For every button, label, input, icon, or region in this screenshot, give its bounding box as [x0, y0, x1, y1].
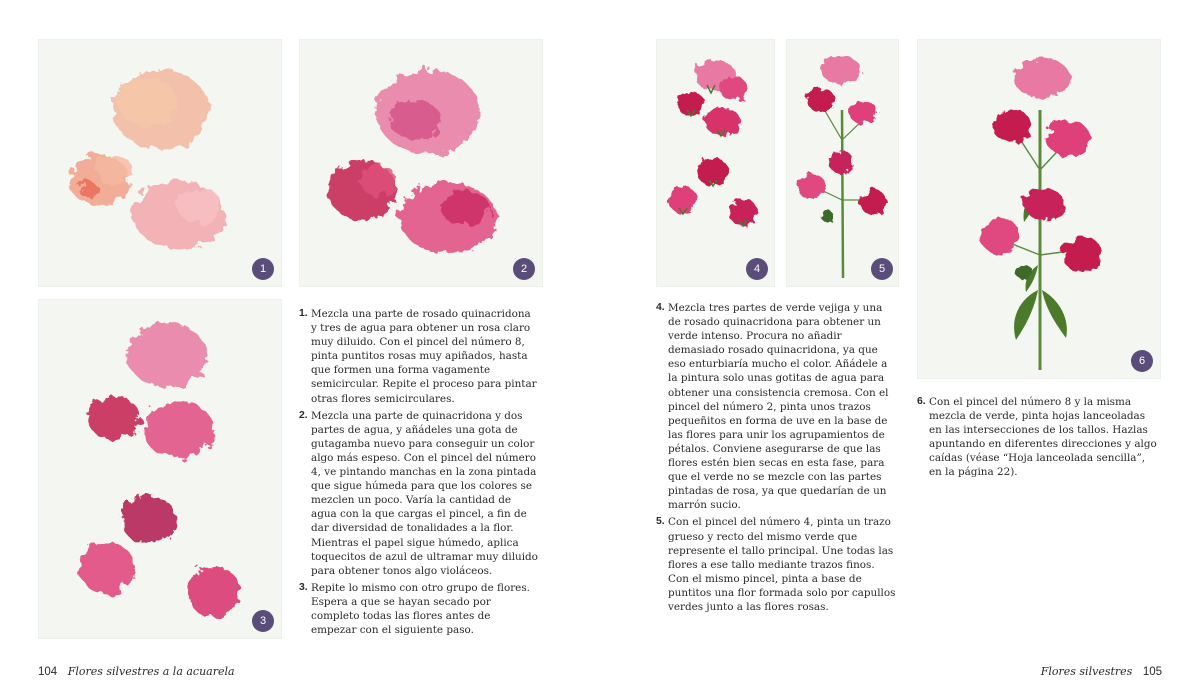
step-badge: 4 — [746, 258, 768, 280]
step-text: Con el pincel del número 8 y la misma mezcla de verde, pinta hojas lanceoladas en las intersecciones de los tallos. Hazlas apuntando en diferentes direcciones y algo caídas (véase “Hoja lanceolada sencilla”, en la página 22). — [929, 396, 1157, 479]
flower-wash-pink — [300, 40, 543, 287]
illustration-step-5 — [786, 39, 899, 287]
step-item — [656, 515, 896, 614]
step-number: 6. — [917, 396, 926, 407]
step-number: 1. — [299, 308, 308, 319]
illustration-step-1 — [38, 39, 282, 287]
step-badge: 6 — [1131, 350, 1153, 372]
steps-list-left — [299, 307, 539, 640]
step-text: Mezcla una parte de rosado quinacridona y tres de agua para obtener un rosa claro muy diluido. Con el pincel del número 8, pinta puntitos rosas muy apiñados, hasta que formen una forma vagamente semicircular. Repite el proceso para pintar otras flores semicirculares. — [311, 308, 537, 405]
step-badge: 5 — [871, 258, 893, 280]
page-number: 104 — [38, 666, 58, 678]
step-text: Repite lo mismo con otro grupo de flores. Espera a que se hayan secado por completo todas las flores antes de empezar con el siguiente paso. — [311, 581, 530, 637]
illustration-step-6 — [917, 39, 1161, 379]
step-text: Mezcla una parte de quinacridona y dos partes de agua, y añádeles una gota de gutagamba nuevo para conseguir un color algo más espeso. Con el pincel del número 4, ve pintando manchas en la zona pintada que sigue húmeda para que los colores se mezclen un poco. Varía la cantidad de agua con la que cargas el pincel, a fin de dar diversidad de tonalidades a la flor. Mientras el papel sigue húmedo, aplica toquecitos de azul de ultramar muy diluido para obtener tonos algo violáceos. — [311, 409, 538, 577]
step-item — [299, 409, 539, 578]
step-badge: 1 — [252, 258, 274, 280]
step-badge: 2 — [513, 258, 535, 280]
footer-left — [38, 665, 235, 678]
page-number: 105 — [1142, 666, 1162, 678]
step-number: 2. — [299, 409, 308, 421]
step-item — [299, 581, 539, 637]
step-text: Mezcla tres partes de verde vejiga y una de rosado quinacridona para obtener un verde intenso. Procura no añadir demasiado rosado quinacridona, ya que eso enturbiaría mucho el color. Añádele a la pintura solo unas gotitas de agua para obtener una consistencia cremosa. Con el pincel del número 2, pinta unos trazos pequeñitos en forma de uve en la base de las flores para unir los agrupamientos de pétalos. Conviene asegurarse de que las flores estén bien secas en esta fase, para que el verde no se mezcle con las partes pintadas de rosa, ya que quedarían de un marrón sucio. — [668, 302, 889, 512]
steps-list-middle — [656, 301, 896, 617]
running-title: Flores silvestres — [1040, 665, 1133, 678]
flowers-with-green-base — [657, 40, 775, 287]
step-badge: 3 — [252, 610, 274, 632]
flower-with-stem — [787, 40, 899, 287]
step-item — [917, 395, 1161, 480]
footer-right — [1041, 665, 1162, 678]
step-number: 5. — [656, 516, 665, 528]
running-title: Flores silvestres a la acuarela — [67, 665, 235, 678]
steps-list-right — [917, 395, 1161, 483]
illustration-step-2 — [299, 39, 543, 287]
step-number: 3. — [299, 581, 308, 593]
step-item — [299, 307, 539, 406]
flower-groups-pink — [39, 300, 282, 639]
illustration-step-3 — [38, 299, 282, 639]
step-text: Con el pincel del número 4, pinta un trazo grueso y recto del mismo verde que represente el tallo principal. Une todas las flores a ese tallo mediante trazos finos. Con el mismo pincel, pinta a base de puntitos una flor formada solo por capullos verdes junto a las flores rosas. — [668, 516, 896, 613]
flower-wash-light — [39, 40, 282, 287]
step-number: 4. — [656, 302, 665, 313]
step-item — [656, 301, 896, 512]
finished-flower-with-leaves — [918, 40, 1161, 379]
illustration-step-4 — [656, 39, 775, 287]
